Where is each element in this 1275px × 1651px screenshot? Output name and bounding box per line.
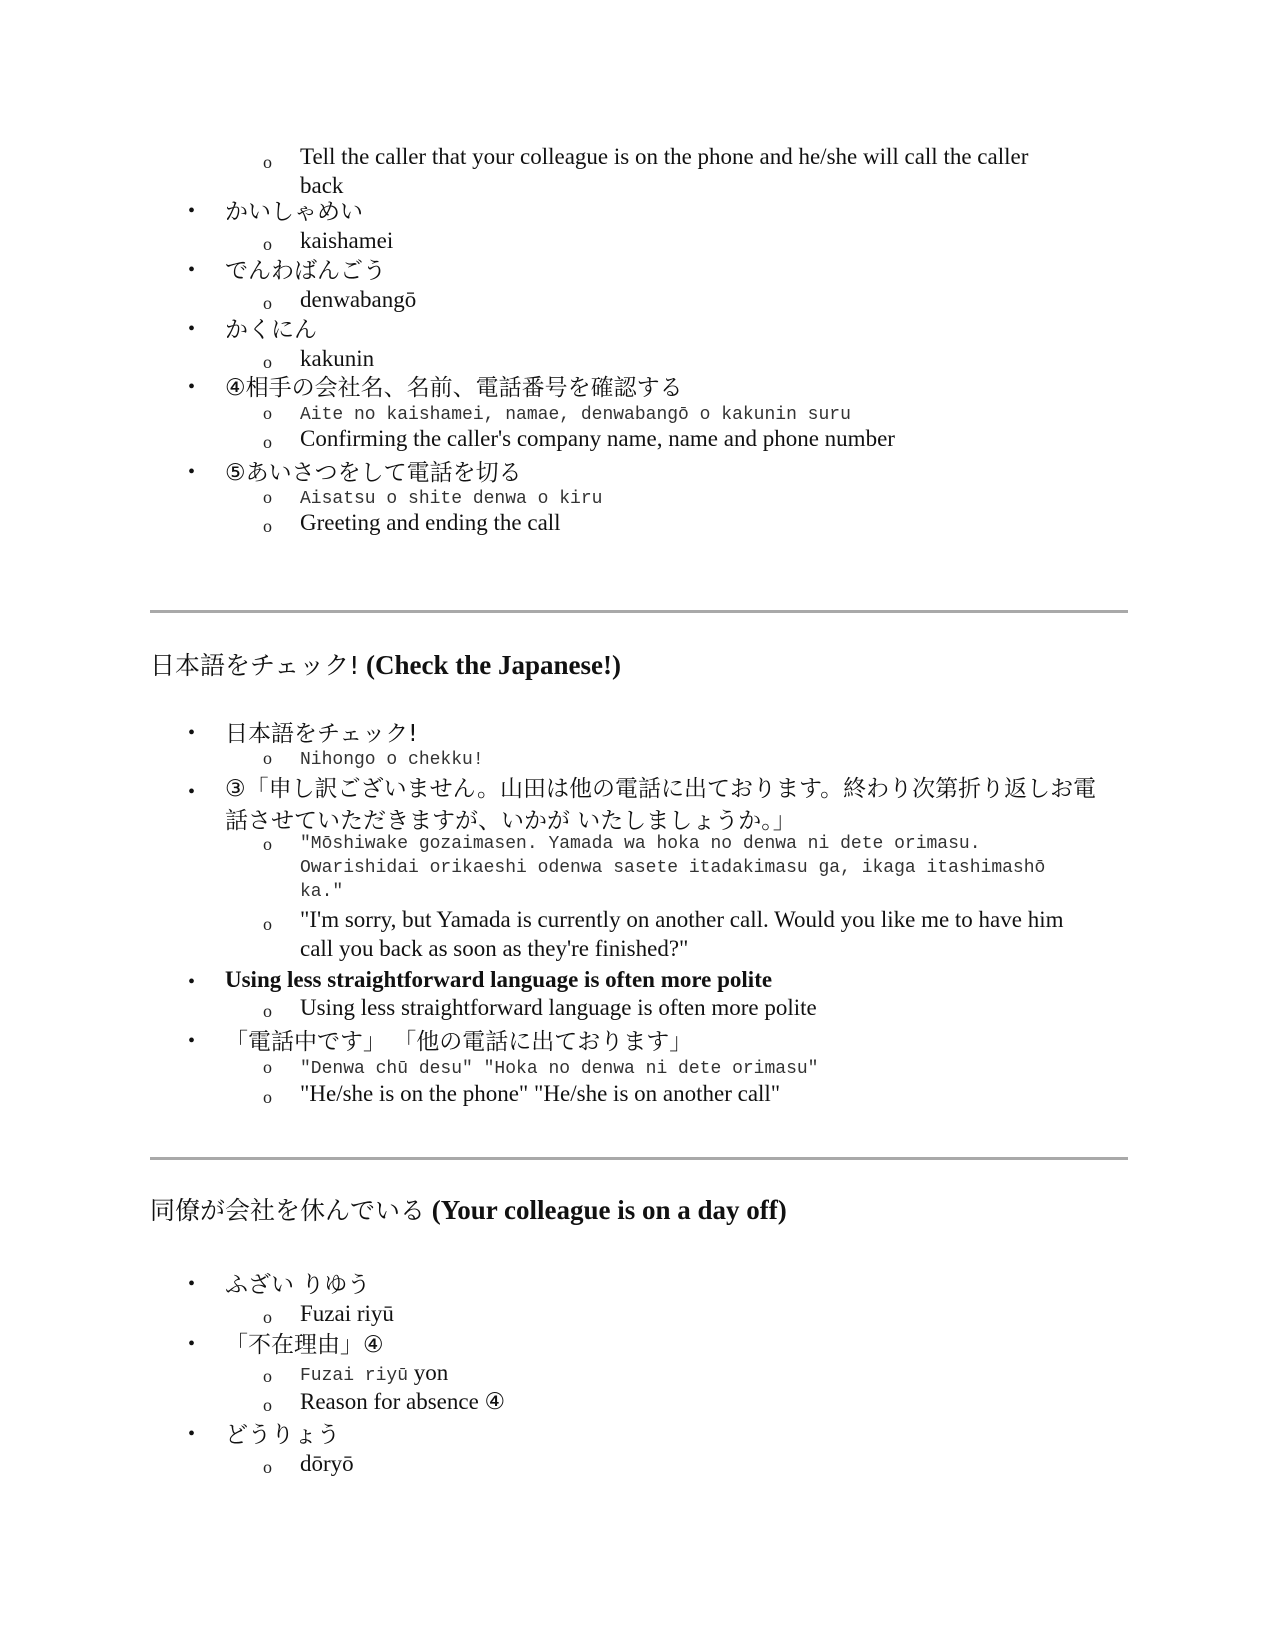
list-item: かくにん xyxy=(225,317,317,343)
sub-bullet: o xyxy=(263,1395,272,1415)
bullet: • xyxy=(188,1423,196,1445)
sub-bullet: o xyxy=(263,293,272,313)
list-item: かいしゃめい xyxy=(225,199,363,225)
list-item: Using less straightforward language is often more polite xyxy=(225,967,773,992)
list-subitem-romaji: Aisatsu o shite denwa o kiru xyxy=(300,489,603,509)
bullet: • xyxy=(188,318,196,340)
list-subitem: Reason for absence ④ xyxy=(300,1389,506,1414)
sub-bullet: o xyxy=(263,1457,272,1477)
bullet: • xyxy=(188,259,196,281)
sub-bullet: o xyxy=(263,487,272,507)
list-subitem: Using less straightforward language is often more polite xyxy=(300,995,817,1020)
list-subitem-romaji: Aite no kaishamei, namae, denwabangō o kakunin suru xyxy=(300,405,851,425)
list-item: 「電話中です」 「他の電話に出ております」 xyxy=(225,1029,693,1055)
sub-bullet: o xyxy=(263,152,272,172)
sub-bullet: o xyxy=(263,403,272,423)
list-item: ⑤あいさつをして電話を切る xyxy=(225,460,522,486)
list-subitem-romaji: "Mōshiwake gozaimasen. Yamada wa hoka no denwa ni dete orimasu. Owarishidai orikaeshi odenwa sasete itadakimasu ga, ikaga itashimashō ka." xyxy=(300,834,1046,902)
list-item: でんわばんごう xyxy=(225,258,386,284)
bullet: • xyxy=(188,461,196,483)
list-subitem: Tell the caller that your colleague is on the phone and he/she will call the caller back xyxy=(300,144,1029,198)
section-divider xyxy=(150,610,1128,613)
sub-bullet: o xyxy=(263,1057,272,1077)
heading-jp: 日本語をチェック! xyxy=(150,651,360,680)
bullet: • xyxy=(188,971,196,993)
heading-en: (Your colleague is on a day off) xyxy=(431,1195,787,1225)
bullet: • xyxy=(188,1333,196,1355)
sub-bullet: o xyxy=(263,352,272,372)
list-item: 日本語をチェック! xyxy=(225,721,418,747)
section-divider xyxy=(150,1157,1128,1160)
sub-bullet: o xyxy=(263,1307,272,1327)
list-subitem: "I'm sorry, but Yamada is currently on another call. Would you like me to have him call you back as soon as they're finished?" xyxy=(300,907,1064,961)
list-subitem: kaishamei xyxy=(300,228,394,253)
sub-bullet: o xyxy=(263,1366,272,1386)
list-item: ふざい りゆう xyxy=(225,1272,371,1298)
list-subitem: "He/she is on the phone" "He/she is on another call" xyxy=(300,1081,781,1106)
list-subitem: denwabangō xyxy=(300,287,417,312)
list-subitem: kakunin xyxy=(300,346,375,371)
heading-jp: 同僚が会社を休んでいる xyxy=(150,1196,426,1225)
sub-bullet: o xyxy=(263,234,272,254)
list-subitem: Confirming the caller's company name, name and phone number xyxy=(300,426,895,451)
suffix-text: yon xyxy=(413,1360,449,1385)
sub-bullet: o xyxy=(263,914,272,934)
list-subitem: Greeting and ending the call xyxy=(300,510,561,535)
heading-en: (Check the Japanese!) xyxy=(366,650,622,680)
section-heading xyxy=(150,648,621,683)
list-item: 「不在理由」④ xyxy=(225,1332,384,1358)
list-subitem: Fuzai riyū xyxy=(300,1301,394,1326)
list-subitem-romaji: "Denwa chū desu" "Hoka no denwa ni dete orimasu" xyxy=(300,1059,819,1079)
list-subitem-romaji: Nihongo o chekku! xyxy=(300,750,484,770)
bullet: • xyxy=(188,200,196,222)
bullet: • xyxy=(188,781,196,803)
list-item: どうりょう xyxy=(225,1422,340,1448)
sub-bullet: o xyxy=(263,1001,272,1021)
list-subitem: dōryō xyxy=(300,1451,354,1476)
sub-bullet: o xyxy=(263,748,272,768)
section-heading xyxy=(150,1193,787,1228)
romaji-text: Fuzai riyū xyxy=(300,1366,409,1386)
list-item: ④相手の会社名、名前、電話番号を確認する xyxy=(225,375,683,401)
sub-bullet: o xyxy=(263,1087,272,1107)
sub-bullet: o xyxy=(263,516,272,536)
sub-bullet: o xyxy=(263,834,272,854)
sub-bullet: o xyxy=(263,432,272,452)
list-item: ③「申し訳ございません。山田は他の電話に出ております。終わり次第折り返しお電話させていただきますが、いかが いたしましょうか。」 xyxy=(225,776,1097,834)
bullet: • xyxy=(188,1273,196,1295)
bullet: • xyxy=(188,1030,196,1052)
bullet: • xyxy=(188,722,196,744)
bullet: • xyxy=(188,376,196,398)
